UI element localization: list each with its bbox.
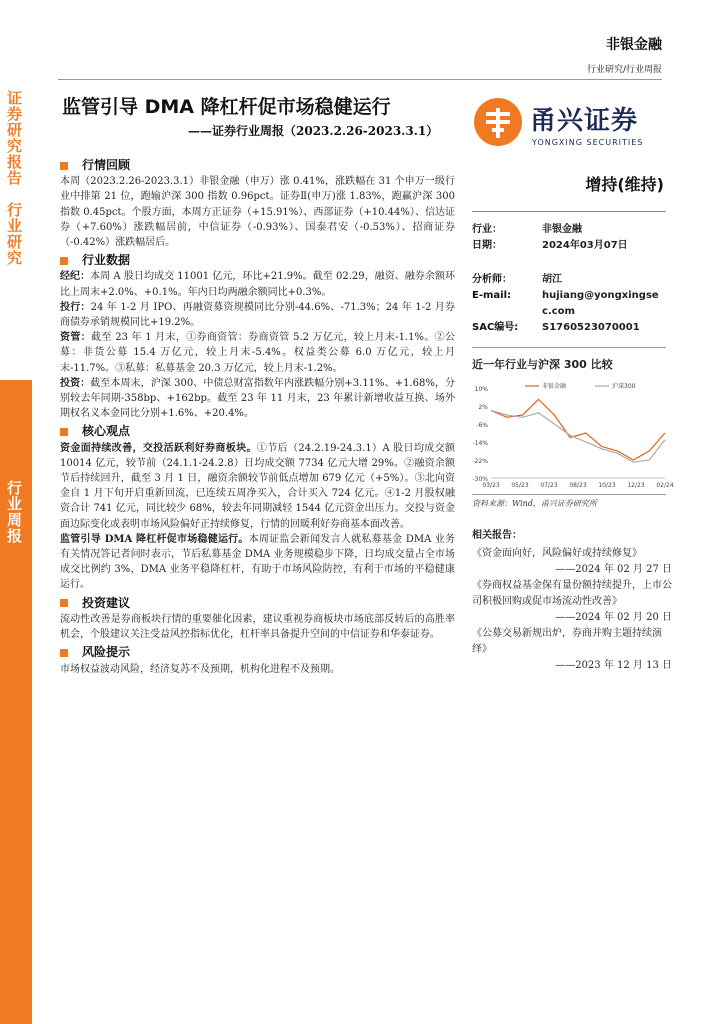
sac-value: S1760523070001: [542, 322, 640, 333]
section-paragraph: [60, 441, 455, 532]
section-heading: [60, 645, 455, 660]
section-title: 投资建议: [82, 595, 131, 610]
logo-english: YONGXING SECURITIES: [532, 138, 644, 147]
section-bullet-icon: [60, 599, 68, 607]
analyst-email[interactable]: hujiang@yongxingsec.com: [542, 290, 659, 317]
paragraph-lead: 资管：: [60, 332, 92, 344]
y-tick-label: -30%: [472, 476, 488, 483]
paragraph-lead: 资金面持续改善，交投活跃利好券商板块。: [60, 442, 257, 454]
series-line: [491, 411, 665, 463]
x-tick-label: 07/23: [540, 482, 558, 489]
y-tick-label: 10%: [474, 386, 488, 393]
analyst-name: 胡江: [542, 274, 562, 285]
chart-svg: [465, 378, 674, 494]
y-tick-label: -22%: [472, 458, 488, 465]
section-paragraph: [60, 330, 455, 376]
paragraph-lead: 监管引导 DMA 降杠杆促市场稳健运行。: [60, 533, 249, 545]
y-tick-label: -14%: [472, 440, 488, 447]
rating: 增持(维持): [585, 175, 664, 194]
related-report-title[interactable]: 《公募交易新规出炉，券商并购主题持续演绎》: [472, 628, 662, 655]
side-label-top: [0, 90, 32, 290]
industry-key: 行业：: [472, 224, 502, 235]
section-bullet-icon: [60, 428, 68, 436]
rating-divider: [472, 211, 666, 212]
section-paragraph: [60, 532, 455, 593]
section-heading: [60, 596, 455, 611]
paragraph-text: 截至本周末，沪深 300、中债总财富指数年内涨跌幅分别+3.11%、+1.68%，分别较去年同期-358bp、+162bp。截至 23 年 11 月末，23 年累计新增收益互换、场外期权名义本金同比分别+1.6%、+20.4%。: [60, 377, 456, 420]
section-paragraph: [60, 662, 455, 677]
industry-value: 非银金融: [542, 224, 582, 235]
section-paragraph: [60, 376, 455, 422]
section-heading: [60, 424, 455, 439]
section-paragraph: [60, 269, 455, 299]
logo-mark-icon: [472, 96, 524, 148]
paragraph-text: 本周（2023.2.26-2023.3.1）非银金融（申万）涨 0.41%，涨跌幅在 31 个申万一级行业中排第 21 位，跑输沪深 300 指数 0.96pct。证券Ⅱ(申万)涨 1.83%，跑赢沪深 300 指数 0.45pct。个股方面，本周方正证券（+15.91%）、西部证券（+10.44%）、信达证券（+7.60%）涨跌幅居前，中信证券（-0.93%）、国泰君安（-0.53%）、招商证券（-0.42%）涨跌幅居后。: [60, 176, 455, 249]
section-bullet-icon: [60, 162, 68, 170]
chart-source: 资料来源：Wind，甬兴证券研究所: [472, 499, 597, 508]
right-info-panel: [472, 172, 666, 336]
section-title: 核心观点: [82, 424, 131, 439]
related-report-date: ——2024 年 02 月 20 日: [555, 612, 672, 623]
comparison-chart: [465, 378, 674, 494]
section-paragraph: [60, 300, 455, 330]
chart-title: 近一年行业与沪深 300 比较: [472, 358, 613, 371]
header-type: 行业研究/行业周报: [586, 65, 662, 75]
paragraph-text: ①节后（24.2.19-24.3.1）A 股日均成交额 10014 亿元，较节前（24.1.1-24.2.8）日均成交额 7734 亿元大增 29%。②融资余额节后持续回升，截至 3 月 1 日，融资余额较节前低点增加 679 亿元（+5%）。③北向资金自 1 月下旬开启重新回流，已连续五周净买入，合计买入 724 亿元。④1-2 月股权融资合计 741 亿元，同比较少 68%，较去年同期减轻 1544 亿元资金出压力。交投与资金面边际变化或表明市场风险偏好正持续修复，行情的回暖利好券商基本面改善。: [60, 442, 455, 530]
related-report-title[interactable]: 《券商权益基金保有量份额持续提升，上市公司积极回购或促市场流动性改善》: [472, 580, 672, 607]
date-key: 日期：: [472, 240, 502, 251]
x-tick-label: 08/23: [569, 482, 587, 489]
section-paragraph: [60, 174, 455, 250]
report-title: 监管引导 DMA 降杠杆促市场稳健运行: [62, 96, 391, 118]
legend-label: 沪深300: [612, 383, 636, 390]
section-title: 行业数据: [82, 253, 131, 268]
section-paragraph: [60, 612, 455, 642]
side-orange-band: [0, 380, 32, 1024]
logo-wordmark: 甬兴证券: [530, 106, 639, 136]
x-tick-label: 05/23: [511, 482, 529, 489]
related-report-date: ——2023 年 12 月 13 日: [555, 660, 672, 671]
email-key: E-mail:: [472, 290, 512, 301]
x-tick-label: 03/23: [482, 482, 500, 489]
x-tick-label: 10/23: [598, 482, 616, 489]
company-logo: [472, 96, 662, 156]
y-tick-label: -6%: [476, 422, 488, 429]
legend-label: 非银金融: [542, 383, 567, 390]
y-tick-label: 2%: [478, 404, 488, 411]
related-report-title[interactable]: 《资金面向好，风险偏好或持续修复》: [472, 548, 642, 559]
side-research-label: 行业研究: [7, 201, 23, 267]
paragraph-lead: 经纪：: [60, 271, 91, 283]
paragraph-text: 截至 23 年 1 月末，①券商资管：券商资管 5.2 万亿元，较上月末-1.1%。②公募：非货公募 15.4 万亿元，较上月末-5.4%。权益类公募 6.0 万亿元，较上月末-11.7%。③私募：私募基金 20.3 万亿元，较上月末-1.2%。: [60, 332, 455, 374]
date-value: 2024年03月07日: [542, 240, 628, 251]
paragraph-text: 流动性改善是券商板块行情的重要催化因素，建议重视券商板块市场底部反转后的高胜率机会，个股建议关注受益风控指标优化，杠杆率具备提升空间的中信证券和华泰证券。: [60, 613, 455, 641]
series-line: [491, 399, 665, 460]
side-weekly-label: 行业周报: [7, 479, 23, 545]
x-tick-label: 12/23: [627, 482, 645, 489]
header-right: [587, 34, 662, 75]
section-title: 行情回顾: [82, 158, 131, 172]
section-bullet-icon: [60, 649, 68, 657]
chart-bottom-divider: [472, 494, 666, 495]
chart-top-divider: [472, 347, 666, 348]
header-divider: [58, 79, 662, 80]
paragraph-text: 本周证监会新闻发言人就私募基金 DMA 业务有关情况答记者问时表示，节后私募基金 DMA 业务规模稳步下降，日均成交量占全市场成交比例约 3%，DMA 业务平稳降杠杆，有助于市场风险防控，有利于市场的平稳健康运行。: [60, 533, 455, 591]
related-reports: [472, 528, 672, 674]
paragraph-text: 市场权益波动风险，经济复苏不及预期，机构化进程不及预期。: [60, 663, 340, 675]
paragraph-lead: 投行：: [60, 301, 91, 313]
related-report-date: ——2024 年 02 月 27 日: [555, 564, 672, 575]
section-title: 风险提示: [82, 645, 131, 660]
x-tick-label: 02/24: [656, 482, 674, 489]
header-sector: 非银金融: [606, 37, 662, 53]
report-subtitle: ——证券行业周报（2023.2.26-2023.3.1）: [188, 124, 439, 138]
paragraph-lead: 投资：: [60, 377, 91, 389]
paragraph-text: 24 年 1-2 月 IPO、再融资募资规模同比分别-44.6%、-71.3%；24 年 1-2 月券商债券承销规模同比+19.2%。: [60, 301, 456, 329]
side-report-label: 证券研究报告: [7, 89, 23, 187]
section-bullet-icon: [60, 257, 68, 265]
analyst-key: 分析师：: [472, 274, 512, 285]
related-heading: 相关报告：: [472, 530, 522, 541]
main-body: [60, 155, 455, 677]
section-heading: [60, 158, 455, 173]
section-heading: [60, 253, 455, 268]
paragraph-text: 本周 A 股日均成交 11001 亿元，环比+21.9%。截至 02.29，融资、融券余额环比上周末+2.0%、+0.1%。年内日均两融余额同比+0.3%。: [60, 271, 456, 298]
sac-key: SAC编号:: [472, 322, 519, 333]
